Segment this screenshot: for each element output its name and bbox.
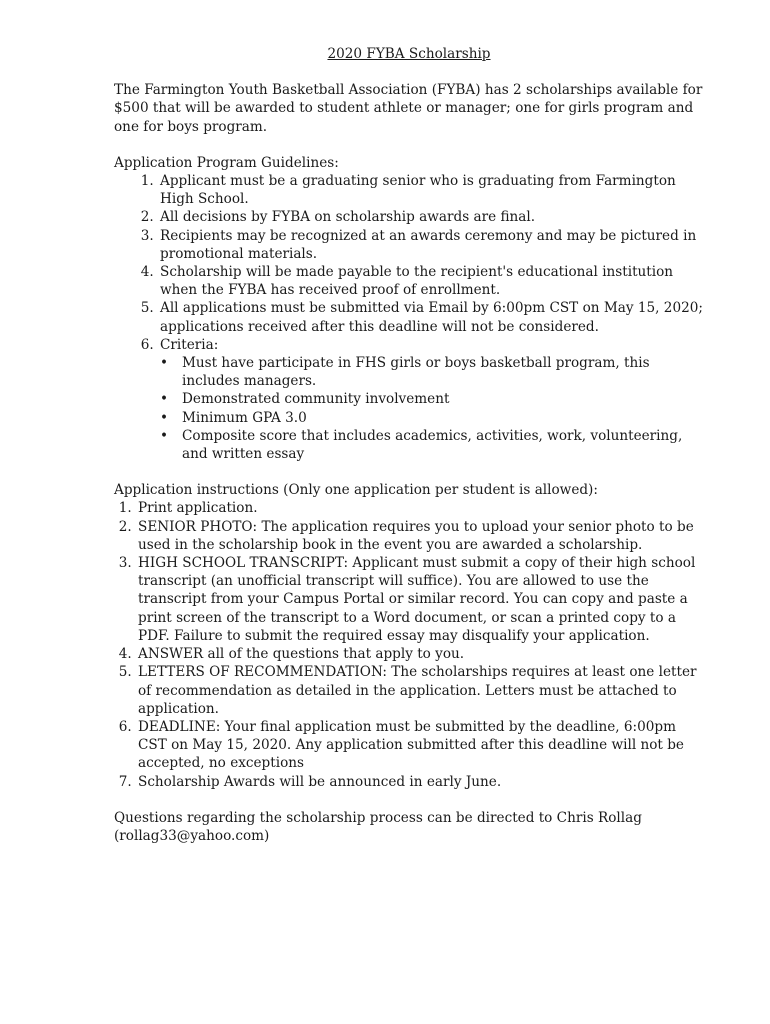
- guideline-item: 5. All applications must be submitted via Email by 6:00pm CST on May 15, 2020; applications received after this deadline will not be considered.: [158, 299, 704, 335]
- criteria-item: • Must have participate in FHS girls or boys basketball program, this includes managers.: [180, 354, 704, 390]
- criteria-label: Criteria:: [160, 336, 219, 353]
- guidelines-heading: Application Program Guidelines:: [114, 154, 339, 171]
- criteria-item: • Composite score that includes academics, activities, work, volunteering, and written essay: [180, 427, 704, 463]
- instruction-item: 1. Print application.: [136, 499, 704, 517]
- document-title: 2020 FYBA Scholarship: [327, 46, 491, 62]
- contact-paragraph: Questions regarding the scholarship process can be directed to Chris Rollag (rollag33@yahoo.com): [114, 809, 642, 844]
- criteria-item: • Demonstrated community involvement: [180, 390, 704, 408]
- criteria-item: • Minimum GPA 3.0: [180, 409, 704, 427]
- instruction-item: 7. Scholarship Awards will be announced in early June.: [136, 773, 704, 791]
- guideline-item: 3. Recipients may be recognized at an awards ceremony and may be pictured in promotional materials.: [158, 227, 704, 263]
- instructions-list: [114, 499, 704, 790]
- guideline-item: 2. All decisions by FYBA on scholarship awards are final.: [158, 208, 704, 226]
- instruction-item: 6. DEADLINE: Your final application must be submitted by the deadline, 6:00pm CST on May 15, 2020. Any application submitted after this deadline will not be accepted, no exceptions: [136, 718, 704, 773]
- guideline-item: 1. Applicant must be a graduating senior who is graduating from Farmington High School.: [158, 172, 704, 208]
- instructions-heading: Application instructions (Only one application per student is allowed):: [114, 482, 598, 499]
- instruction-item: 2. SENIOR PHOTO: The application requires you to upload your senior photo to be used in the scholarship book in the event you are awarded a scholarship.: [136, 518, 704, 554]
- criteria-list: [160, 354, 704, 463]
- document-page: [114, 45, 704, 845]
- instruction-item: 5. LETTERS OF RECOMMENDATION: The scholarships requires at least one letter of recommendation as detailed in the application. Letters must be attached to application.: [136, 663, 704, 718]
- guidelines-list: [114, 172, 704, 463]
- instruction-item: 3. HIGH SCHOOL TRANSCRIPT: Applicant must submit a copy of their high school transcript (an unofficial transcript will suffice). You are allowed to use the transcript from your Campus Portal or similar record. You can copy and paste a print screen of the transcript to a Word document, or scan a printed copy to a PDF. Failure to submit the required essay may disqualify your application.: [136, 554, 704, 645]
- instruction-item: 4. ANSWER all of the questions that apply to you.: [136, 645, 704, 663]
- intro-paragraph: The Farmington Youth Basketball Association (FYBA) has 2 scholarships available for $500 that will be awarded to student athlete or manager; one for girls program and one for boys program.: [114, 82, 703, 135]
- guideline-item-criteria: [158, 336, 704, 463]
- guideline-item: 4. Scholarship will be made payable to the recipient's educational institution when the FYBA has received proof of enrollment.: [158, 263, 704, 299]
